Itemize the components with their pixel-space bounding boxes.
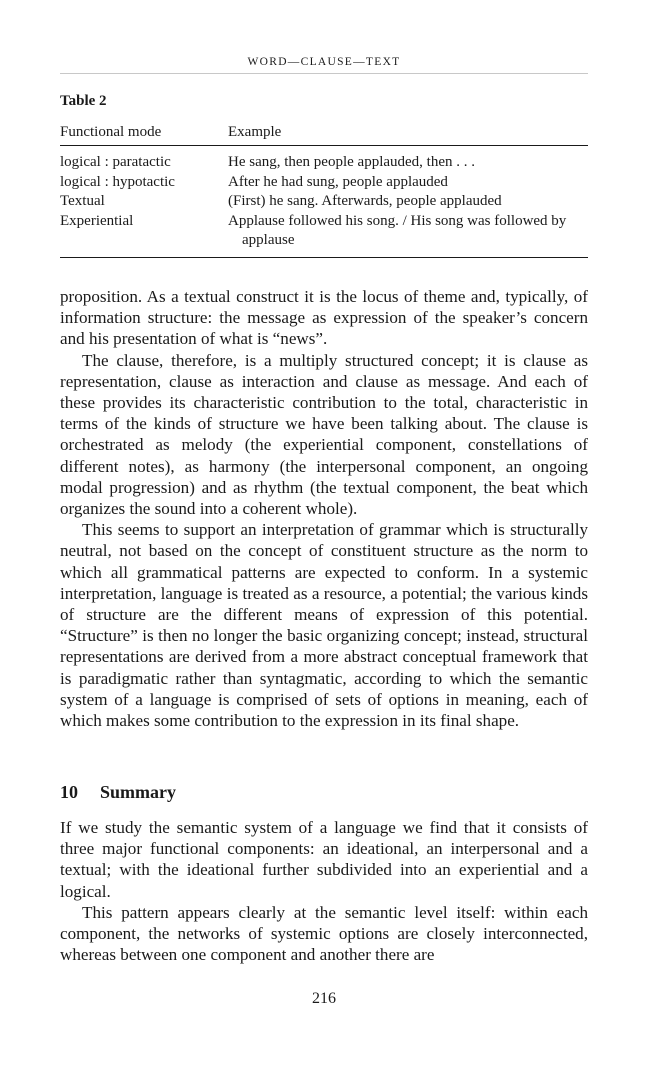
cell-example: (First) he sang. Afterwards, people applauded	[228, 193, 502, 209]
table-bottom-rule	[60, 257, 588, 258]
column-header-example: Example	[228, 122, 588, 146]
table-row	[60, 146, 588, 173]
page-number: 216	[312, 990, 336, 1007]
cell-example: After he had sung, people applauded	[228, 173, 448, 190]
paragraph: The clause, therefore, is a multiply structured concept; it is clause as representation, clause as interaction and clause as message. And each of these provides its characteristic contribution to the total, characteristic in terms of the kinds of structure we have been talking about. The clause is orchestrated as melody (the experiential component, constellations of different notes), as harmony (the interpersonal component, an ongoing modal progression) and as rhythm (the textual component, the beat which organizes the sound into a coherent whole).	[60, 350, 588, 519]
running-head: WORD—CLAUSE—TEXT	[247, 56, 401, 68]
header-rule	[60, 73, 588, 74]
section-title: Summary	[100, 782, 176, 802]
cell-functional-mode: logical : hypotactic	[60, 173, 175, 190]
body-text-summary	[60, 817, 588, 965]
cell-functional-mode: Experiential	[60, 212, 134, 229]
cell-example: He sang, then people applauded, then . . .	[228, 154, 476, 170]
paragraph: This pattern appears clearly at the semantic level itself: within each component, the networks of systemic options are closely interconnected, whereas between one component and another there are	[60, 902, 588, 965]
table-row	[60, 192, 588, 212]
cell-example: Applause followed his song. / His song was followed by applause	[228, 212, 567, 248]
table-2	[60, 122, 588, 258]
table-row	[60, 173, 588, 193]
body-text-before-section	[60, 286, 588, 731]
table-header-row	[60, 122, 588, 146]
section-heading	[60, 782, 176, 803]
column-header-functional-mode: Functional mode	[60, 122, 228, 146]
paragraph: This seems to support an interpretation of grammar which is structurally neutral, not based on the concept of constituent structure as the norm to which all grammatical patterns are expected to conform. In a systemic interpretation, language is treated as a resource, a potential; the various kinds of structure are the different means of expression of this potential. “Structure” is then no longer the basic organizing concept; instead, structural representations are derived from a more abstract conceptual framework that is paradigmatic rather than syntagmatic, according to which the semantic system of a language is comprised of sets of options in meaning, each of which makes some contribution to the expression in its final shape.	[60, 520, 588, 731]
table-row	[60, 212, 588, 257]
paragraph: proposition. As a textual construct it is the locus of theme and, typically, of information structure: the message as expression of the speaker’s concern and his presentation of what is “news”.	[60, 287, 588, 349]
paragraph: If we study the semantic system of a language we find that it consists of three major functional components: an ideational, an interpersonal and a textual; with the ideational further subdivided into an experiential and a logical.	[60, 818, 588, 901]
section-number: 10	[60, 782, 78, 802]
cell-functional-mode: logical : paratactic	[60, 154, 171, 170]
cell-functional-mode: Textual	[60, 193, 105, 209]
table-title: Table 2	[60, 93, 107, 109]
